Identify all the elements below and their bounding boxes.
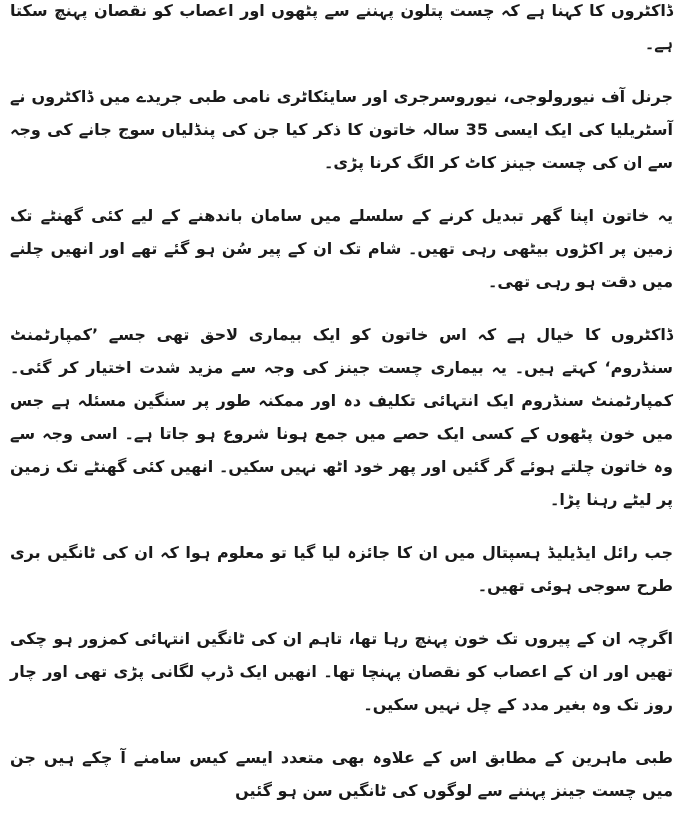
paragraph-gap bbox=[10, 516, 673, 536]
article-paragraph-6: اگرچہ ان کے پیروں تک خون پہنچ رہا تھا، تاہم ان کی ٹانگیں انتہائی کمزور ہو چکی تھیں اور ان کے اعصاب کو نقصان پہنچا تھا۔ انھیں ایک ڈرپ لگانی پڑی تھی اور چار روز تک وہ بغیر مدد کے چل نہیں سکیں۔ bbox=[10, 629, 673, 714]
article-paragraph-1: ڈاکٹروں کا کہنا ہے کہ چست پتلون پہننے سے پٹھوں اور اعصاب کو نقصان پہنچ سکتا ہے۔ bbox=[10, 1, 673, 53]
paragraph-gap bbox=[10, 179, 673, 199]
paragraph-gap bbox=[10, 298, 673, 318]
article-paragraph-5: جب رائل ایڈیلیڈ ہسپتال میں ان کا جائزہ لیا گیا تو معلوم ہوا کہ ان کی ٹانگیں بری طرح سوجی ہوئی تھیں۔ bbox=[10, 543, 673, 595]
article-paragraph-4: ڈاکٹروں کا خیال ہے کہ اس خاتون کو ایک بیماری لاحق تھی جسے ’کمپارٹمنٹ سنڈروم‘ کہتے ہیں۔ یہ بیماری چست جینز کی وجہ سے مزید شدت اختیار کر گئی۔ کمپارٹمنٹ سنڈروم ایک انتہائی تکلیف دہ اور ممکنہ طور پر سنگین مسئلہ ہے جس میں خون پٹھوں کے کسی ایک حصے میں جمع ہونا شروع ہو جاتا ہے۔ اسی وجہ سے وہ خاتون چلتے ہوئے گر گئیں اور پھر خود اٹھ نہیں سکیں۔ انھیں کئی گھنٹے تک زمین پر لیٹے رہنا پڑا۔ bbox=[10, 325, 673, 509]
article-paragraph-3: یہ خاتون اپنا گھر تبدیل کرنے کے سلسلے میں سامان باندھنے کے لیے کئی گھنٹے تک زمین پر اکڑوں بیٹھی رہی تھیں۔ شام تک ان کے پیر سُن ہو گئے تھے اور انھیں چلنے میں دقت ہو رہی تھی۔ bbox=[10, 206, 673, 291]
article-paragraph-2: جرنل آف نیورولوجی، نیوروسرجری اور سایئکاٹری نامی طبی جریدے میں ڈاکٹروں نے آسٹریلیا کی ایک ایسی 35 سالہ خاتون کا ذکر کیا جن کی پنڈلیاں سوج جانے کی وجہ سے ان کی چست جینز کاٹ کر الگ کرنا پڑی۔ bbox=[10, 87, 674, 172]
paragraph-gap bbox=[10, 602, 673, 622]
paragraph-gap bbox=[10, 721, 673, 741]
paragraph-gap bbox=[10, 60, 673, 80]
article-paragraph-7: طبی ماہرین کے مطابق اس کے علاوہ بھی متعدد ایسے کیس سامنے آ چکے ہیں جن میں چست جینز پہننے سے لوگوں کی ٹانگیں سن ہو گئیں bbox=[10, 748, 673, 800]
